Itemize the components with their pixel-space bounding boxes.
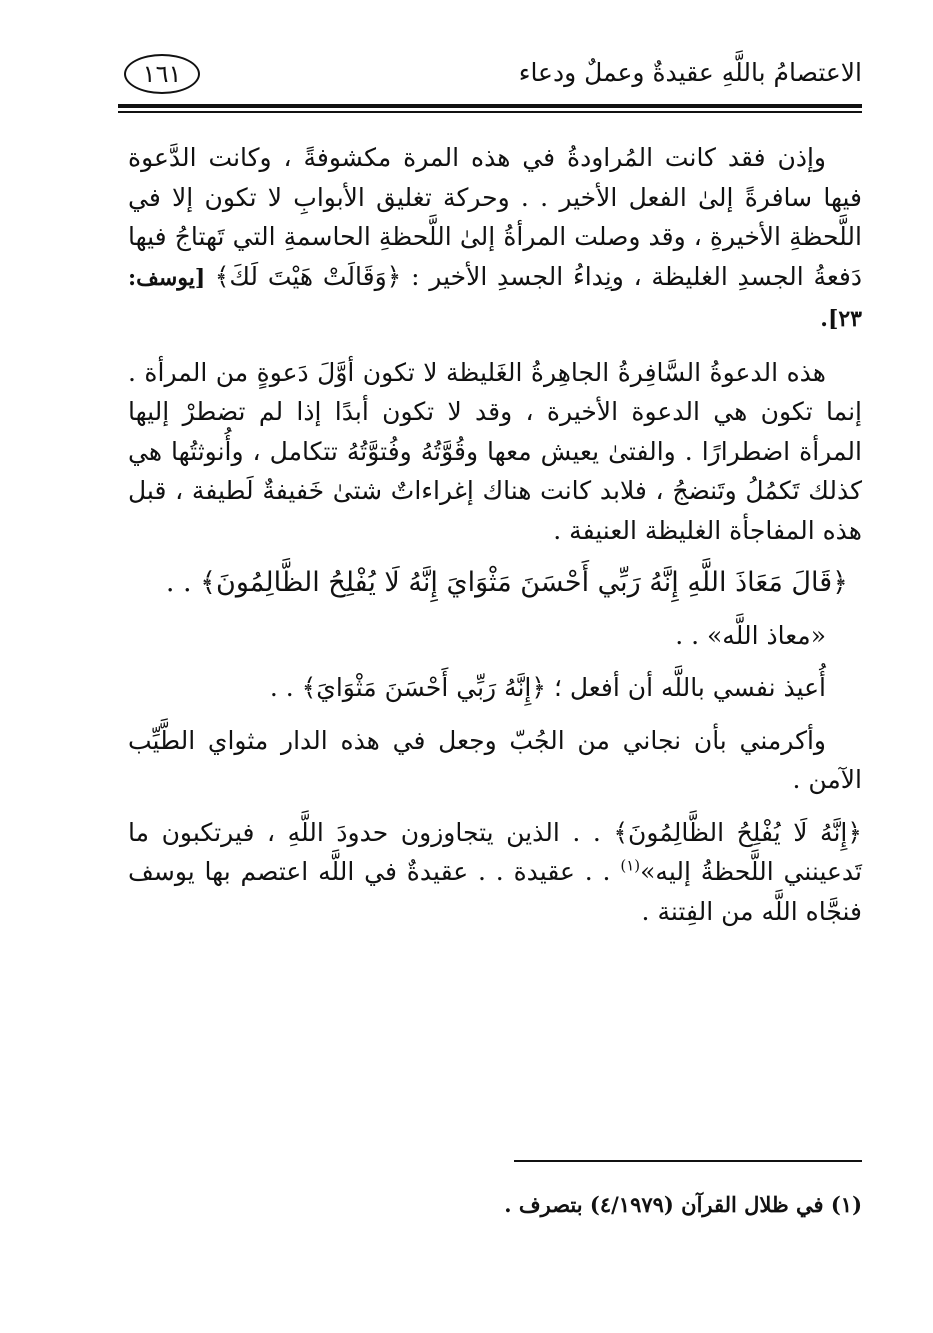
page-number: ١٦١ xyxy=(124,54,200,94)
footnote-mark: (١) xyxy=(620,856,641,875)
paragraph-1-text: وإذن فقد كانت المُراودةُ في هذه المرة مكشوفةً ، وكانت الدَّعوة فيها سافرةً إلىٰ الفعل الأخير . . وحركة تغليق الأبوابِ لا تكون إلا في اللَّحظةِ الأخيرةِ ، وقد وصلت المرأةُ إلىٰ اللَّحظةِ الحاسمةِ التي تَهتاجُ فيها دَفعةُ الجسدِ الغليظة ، ونِداءُ الجسدِ الأخير : xyxy=(128,143,862,291)
paragraph-last-text-1: . . الذين يتجاوزون حدودَ اللَّهِ ، فيرتكبون ما تَدعينني اللَّحظةُ إليه» xyxy=(128,817,862,886)
footnote: (١) في ظلال القرآن (٤/١٩٧٩) بتصرف . xyxy=(504,1192,862,1217)
footnote-rule xyxy=(514,1160,862,1162)
paragraph-1 xyxy=(128,138,862,340)
header-rule-thin xyxy=(118,111,862,113)
paragraph-last xyxy=(128,813,862,932)
line-aoudh-text: أُعيذ نفسي باللَّه أن أفعل ؛ xyxy=(546,673,826,702)
paragraph-1-ayah: ﴿وَقَالَتْ هَيْتَ لَكَ﴾ xyxy=(214,261,402,291)
page-header xyxy=(118,52,862,102)
header-rule-thick xyxy=(118,104,862,108)
line-maadh: «معاذ اللَّه» . . xyxy=(675,620,826,650)
paragraph-akramani: وأكرمني بأن نجاني من الجُبّ وجعل في هذه الدار مثواي الطَّيِّب الآمن . xyxy=(128,725,862,794)
paragraph-1-ref: [يوسف: ٢٣]. xyxy=(128,264,862,332)
line-aoudh xyxy=(128,668,862,708)
line-aoudh-ayah: ﴿إِنَّهُ رَبِّي أَحْسَنَ مَثْوَايَ﴾ . . xyxy=(269,673,547,702)
running-title: الاعتصامُ باللَّهِ عقيدةٌ وعملٌ ودعاء xyxy=(518,58,862,87)
body-text xyxy=(128,138,862,944)
paragraph-last-text-2: . . عقيدة . . عقيدةٌ في اللَّه اعتصم بها يوسف فنجَّاه اللَّه من الفِتنة . xyxy=(128,857,862,926)
quran-verse-1: ﴿قَالَ مَعَاذَ اللَّهِ إِنَّهُ رَبِّي أَحْسَنَ مَثْوَايَ إِنَّهُ لَا يُفْلِحُ الظَّالِمُونَ﴾ . . xyxy=(165,567,848,598)
paragraph-last-ayah: ﴿إِنَّهُ لَا يُفْلِحُ الظَّالِمُونَ﴾ xyxy=(613,817,862,847)
paragraph-2: هذه الدعوةُ السَّافِرةُ الجاهِرةُ الغَليظة لا تكون أوَّلَ دَعوةٍ من المرأة . إنما تكون هي الدعوة الأخيرة ، وقد لا تكون أبدًا إذا لم تضطرْ إليها المرأة اضطرارًا . والفتىٰ يعيش معها وقُوَّتُهُ وفُتوَّتُهُ تتكامل ، وأُنوثتُها هي كذلك تَكمُلُ وتَنضجُ ، فلابد كانت هناك إغراءاتٌ شتىٰ خَفيفةٌ لَطيفة ، قبل هذه المفاجأة الغليظة العنيفة . xyxy=(128,357,862,545)
